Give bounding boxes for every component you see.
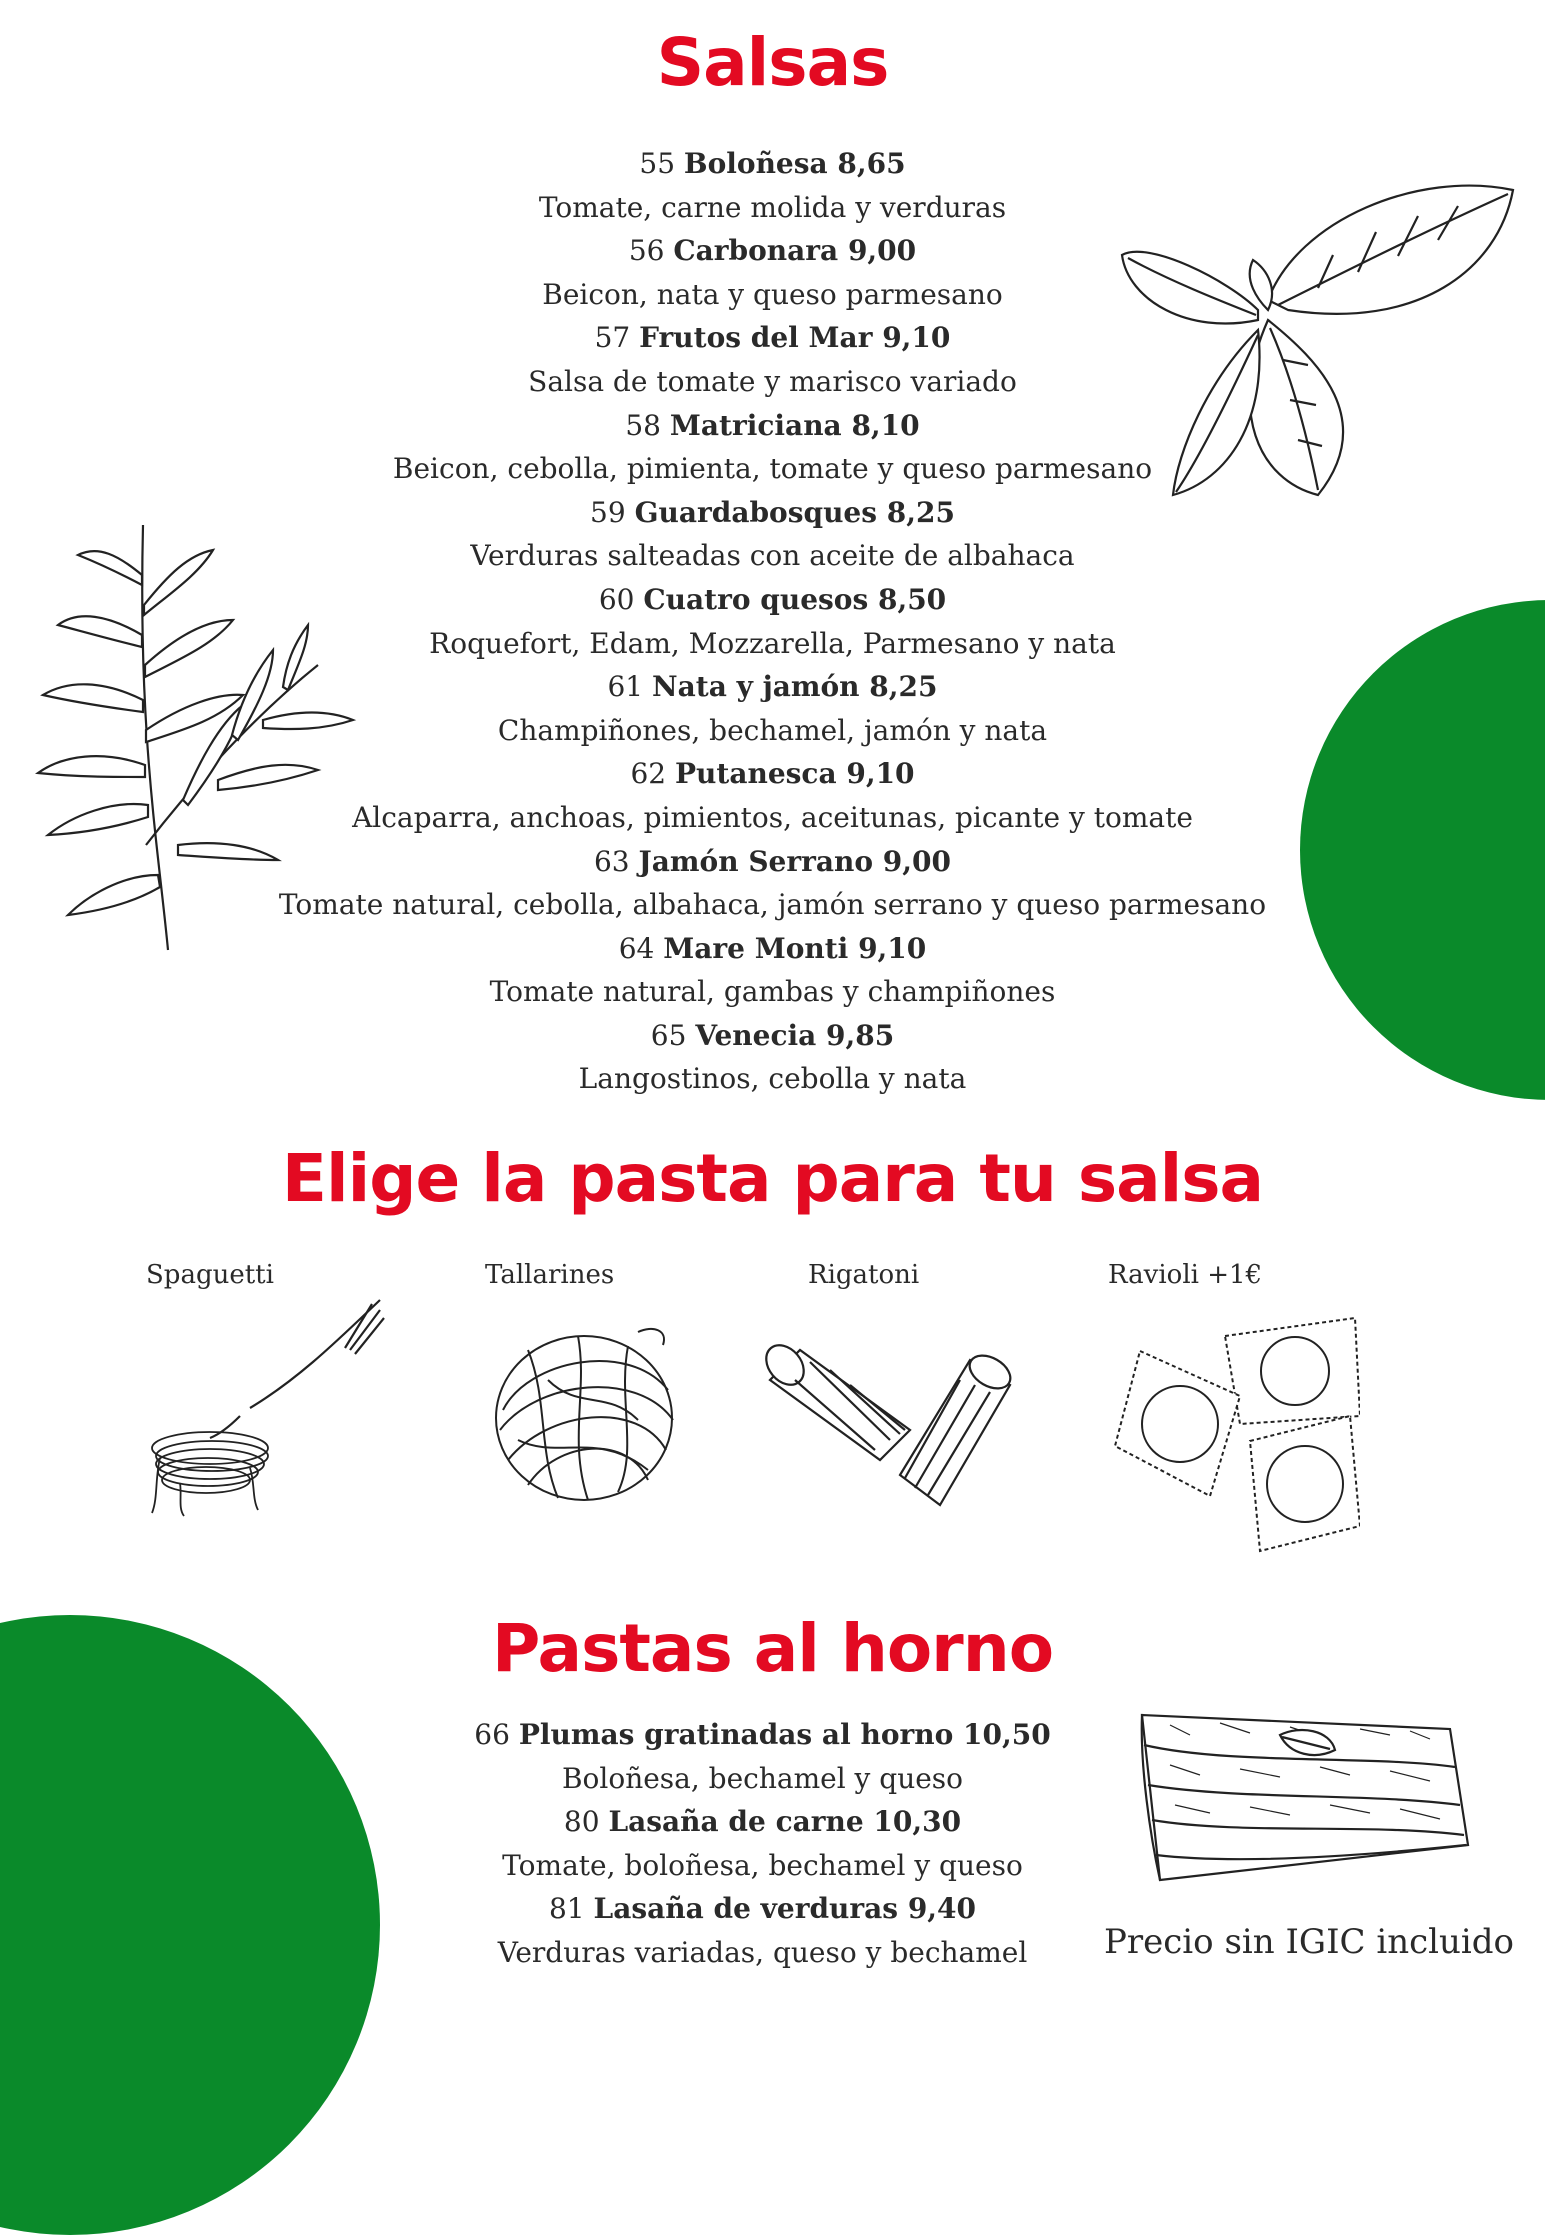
menu-item-description: Beicon, nata y queso parmesano — [542, 277, 1003, 311]
menu-item-number: 59 — [590, 495, 626, 529]
menu-item-description: Tomate natural, cebolla, albahaca, jamón serrano y queso parmesano — [278, 888, 1267, 922]
menu-item-name: Jamón Serrano 9,00 — [638, 844, 951, 878]
section-title-salsas: Salsas — [656, 24, 889, 101]
menu-item-name: Lasaña de verduras 9,40 — [593, 1892, 977, 1926]
menu-item-number: 57 — [594, 321, 631, 355]
menu-item-name: Guardabosques 8,25 — [634, 495, 955, 529]
spaghetti-fork-icon — [140, 1298, 385, 1518]
menu-item-description: Tomate natural, gambas y champiñones — [489, 975, 1056, 1009]
rosemary-sprig-icon — [18, 515, 378, 955]
menu-item-description: Roquefort, Edam, Mozzarella, Parmesano y nata — [429, 626, 1116, 660]
menu-item-number: 56 — [628, 234, 665, 268]
menu-item-name: Lasaña de carne 10,30 — [608, 1805, 962, 1839]
menu-item-description: Salsa de tomate y marisco variado — [528, 364, 1017, 398]
lasagna-icon — [1130, 1705, 1470, 1895]
menu-item-number: 55 — [639, 147, 676, 180]
menu-item-number: 81 — [548, 1892, 585, 1926]
menu-item-name: Venecia 9,85 — [695, 1018, 895, 1052]
menu-item-description: Verduras variadas, queso y bechamel — [497, 1935, 1028, 1969]
menu-item-description: Champiñones, bechamel, jamón y nata — [497, 713, 1048, 747]
pasta-label-ravioli: Ravioli +1€ — [1108, 1260, 1263, 1290]
menu-item-number: 80 — [563, 1805, 600, 1839]
menu-item-name: Boloñesa 8,65 — [683, 147, 906, 180]
menu-item-name: Mare Monti 9,10 — [663, 931, 927, 965]
menu-item-name: Carbonara 9,00 — [673, 234, 917, 268]
menu-item-description: Verduras salteadas con aceite de albahaca — [470, 539, 1075, 573]
rigatoni-icon — [760, 1330, 1040, 1520]
basil-leaves-icon — [1118, 160, 1518, 500]
section-title-elige-pasta: Elige la pasta para tu salsa — [281, 1140, 1264, 1217]
menu-item-description: Beicon, cebolla, pimienta, tomate y queso parmesano — [392, 452, 1153, 486]
menu-item-number: 60 — [598, 582, 635, 616]
pasta-label-rigatoni: Rigatoni — [808, 1260, 920, 1290]
menu-item-name: Putanesca 9,10 — [674, 757, 915, 791]
menu-item-description: Tomate, carne molida y verduras — [538, 190, 1007, 224]
menu-item-number: 64 — [618, 931, 655, 965]
menu-item-name: Cuatro quesos 8,50 — [643, 582, 947, 616]
menu-item-name: Nata y jamón 8,25 — [652, 670, 938, 704]
menu-item-number: 62 — [630, 757, 667, 791]
pasta-label-spaguetti: Spaguetti — [146, 1260, 274, 1290]
ravioli-icon — [1110, 1306, 1360, 1554]
menu-item-description: Boloñesa, bechamel y queso — [561, 1761, 964, 1795]
menu-item-number: 66 — [474, 1718, 510, 1751]
menu-item-name: Plumas gratinadas al horno 10,50 — [518, 1718, 1051, 1751]
menu-item-header — [0, 1014, 1545, 1058]
menu-item-description: Tomate, boloñesa, bechamel y queso — [502, 1848, 1023, 1882]
menu-item-name: Matriciana 8,10 — [669, 408, 920, 442]
menu-item-number: 58 — [625, 408, 661, 442]
menu-item-description: Langostinos, cebolla y nata — [578, 1062, 967, 1096]
pasta-label-tallarines: Tallarines — [485, 1260, 615, 1290]
menu-item-number: 63 — [593, 844, 630, 878]
menu-item-number: 65 — [650, 1018, 687, 1052]
menu-item-number: 61 — [607, 670, 644, 704]
menu-item-name: Frutos del Mar 9,10 — [639, 321, 951, 355]
section-title-horno: Pastas al horno — [491, 1610, 1054, 1687]
menu-item-description: Alcaparra, anchoas, pimientos, aceitunas, picante y tomate — [352, 800, 1193, 834]
tagliatelle-nest-icon — [488, 1320, 683, 1510]
price-note: Precio sin IGIC incluido — [1104, 1922, 1515, 1962]
